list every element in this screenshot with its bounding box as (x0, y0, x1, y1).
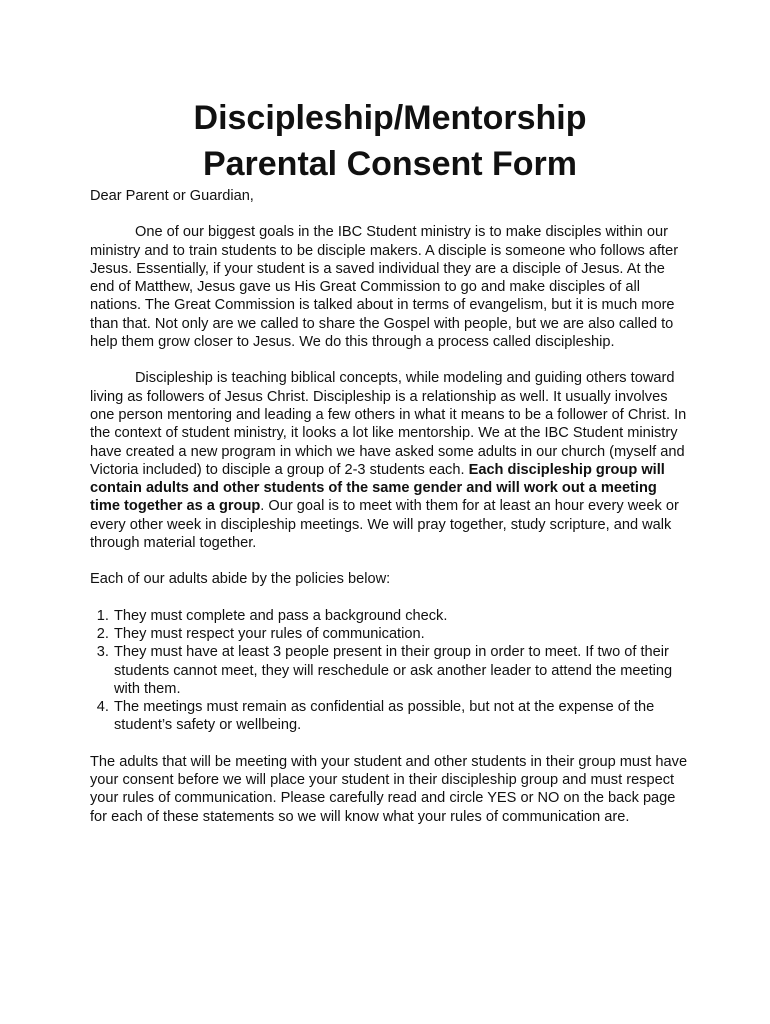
document-page (90, 95, 690, 826)
salutation: Dear Parent or Guardian, (90, 188, 254, 204)
letter-body (90, 187, 690, 826)
spacer (90, 735, 690, 753)
policy-item: 2. They must respect your rules of communication. (113, 625, 690, 643)
title-line-2: Parental Consent Form (202, 145, 578, 183)
policy-item: 3. They must have at least 3 people present in their group in order to meet. If two of their students cannot meet, they will reschedule or ask another leader to attend the meeting with them. (113, 643, 690, 698)
spacer (90, 552, 690, 570)
page-title (90, 95, 690, 187)
title-line-1: Discipleship/Mentorship (193, 99, 587, 137)
discipleship-bold-text: Each discipleship group will contain adults and other students of the same gender and will work out a meeting time together as a group (90, 461, 665, 515)
closing-paragraph: The adults that will be meeting with your student and other students in their group must have your consent before we will place your student in their discipleship group and must respect your rules of communication. Please carefully read and circle YES or NO on the back page for each of these statements so we will know what your rules of communication are. (90, 753, 688, 825)
policies-intro: Each of our adults abide by the policies below: (90, 571, 391, 588)
spacer (90, 589, 690, 607)
discipleship-text: Discipleship is teaching biblical concepts, while modeling and guiding others toward living as followers of Jesus Christ. Discipleship is a relationship as well. It usually involves one person mentoring and leading a few others in what it means to be a follower of Christ. In the context of student ministry, it looks a lot like mentorship. We at the IBC Student ministry have created a new program in which we have asked some adults in our church (myself and Victoria included) to disciple a group of 2-3 students each. (90, 370, 687, 478)
policy-item: 4. The meetings must remain as confidential as possible, but not at the expense of the student’s safety or wellbeing. (113, 698, 690, 735)
discipleship-text-end: . Our goal is to meet with them for at least an hour every week or every other week in discipleship meetings. We will pray together, study scripture, and walk through material together. (90, 498, 679, 552)
policy-item: 1. They must complete and pass a background check. (113, 607, 690, 625)
intro-paragraph: One of our biggest goals in the IBC Student ministry is to make disciples within our ministry and to train students to be disciple makers. A disciple is someone who follows after Jesus. Essentially, if your student is a saved individual they are a disciple of Jesus. At the end of Matthew, Jesus gave us His Great Commission to go and make disciples of all nations. The Great Commission is talked about in terms of evangelism, but it is much more than that. Not only are we called to share the Gospel with people, but we are also called to help them grow closer to Jesus. We do this through a process called discipleship. (90, 224, 679, 351)
spacer (90, 351, 690, 369)
discipleship-paragraph (90, 369, 690, 552)
policies-list (90, 607, 690, 735)
spacer (90, 205, 690, 223)
